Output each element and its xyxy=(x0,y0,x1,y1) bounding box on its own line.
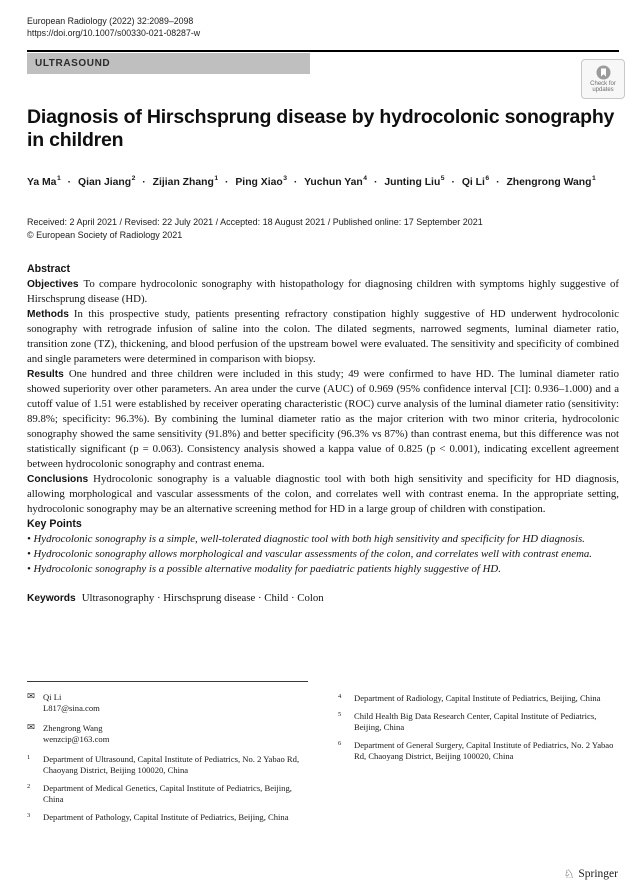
crossmark-bookmark-icon xyxy=(596,65,611,80)
doi-link[interactable]: https://doi.org/10.1007/s00330-021-08287-w xyxy=(27,28,201,38)
affiliation-text: Child Health Big Data Research Center, Capital Institute of Pediatrics, Beijing, China xyxy=(354,711,597,732)
corresponding-author xyxy=(27,723,308,745)
affiliation xyxy=(338,711,619,733)
corresponding-author-name: Zhengrong Wang xyxy=(43,723,103,733)
footnotes-left-column xyxy=(27,681,308,830)
abstract-heading: Abstract xyxy=(27,263,70,276)
corresponding-author-email[interactable]: L817@sina.com xyxy=(43,703,100,713)
header-rule xyxy=(27,50,619,52)
author: Yuchun Yan$^4$ xyxy=(304,175,368,189)
key-points-heading: Key Points xyxy=(27,518,82,531)
corresponding-author-name: Qi Li xyxy=(43,692,62,702)
author: Ya Ma$^1$ xyxy=(27,175,61,189)
author: Ping Xiao$^3$ xyxy=(235,175,287,189)
corresponding-author xyxy=(27,692,308,714)
abstract-conclusions xyxy=(27,472,619,517)
affiliation xyxy=(27,783,308,805)
keywords-row xyxy=(27,592,619,604)
keywords-label: Keywords xyxy=(27,593,76,605)
author-separator: · xyxy=(496,177,500,189)
abstract-results-text: One hundred and three children were included in this study; 49 were confirmed to have HD. The luminal diameter ratio showed superiority over other parameters. An area under the curve (AUC) of 0.969 (95% confidence interval [CI]: 0.936–1.000) and a cutoff value of 1.51 were established by receiver operating characteristic (ROC) curve analysis of the luminal diameter ratio (sensitivity: 89.8%; specificity: 96.3%). By combining the luminal diameter ratio as the major criterion with two minor criteria, hydrocolonic sonography showed the same sensitivity (91.8%) and better specificity (96.3% vs 87%) than contrast enema, but this difference was not statistically significant (p = 0.063). Consistency analysis showed a kappa value of 0.825 (p < 0.001), indicating excellent agreement between hydrocolonic sonography and contrast enema. xyxy=(27,368,619,471)
author: Qi Li$^6$ xyxy=(461,175,490,189)
abstract-conclusions-label: Conclusions xyxy=(27,474,89,486)
received-dates-line: Received: 2 April 2021 / Revised: 22 July 2021 / Accepted: 18 August 2021 / Published online: 17 September 2021 xyxy=(27,217,483,228)
abstract xyxy=(27,262,619,577)
affiliation xyxy=(338,693,619,704)
abstract-conclusions-text: Hydrocolonic sonography is a valuable diagnostic tool with both high sensitivity and specificity for HD diagnosis, allowing morphological and vascular assessments of the colon, and correlates well with contrast enema. In the appropriate setting, hydrocolonic sonography may be an alternative screening method for HD in a large group of children with constipation. xyxy=(27,473,619,516)
affiliation-text: Department of Radiology, Capital Institute of Pediatrics, Beijing, China xyxy=(354,693,601,703)
affiliation-marker: 1 xyxy=(592,175,596,182)
publisher-name: Springer xyxy=(578,868,618,880)
journal-citation: European Radiology (2022) 32:2089–2098 xyxy=(27,16,194,26)
affiliation-marker: 1 xyxy=(214,175,219,182)
footnotes xyxy=(27,681,619,830)
key-point: • Hydrocolonic sonography is a simple, well-tolerated diagnostic tool with both high sensitivity and specificity for HD diagnosis. xyxy=(27,533,585,546)
abstract-results-label: Results xyxy=(27,369,64,381)
affiliation-text: Department of Ultrasound, Capital Institute of Pediatrics, No. 2 Yabao Rd, Chaoyang District, Beijing 100020, China xyxy=(43,754,300,775)
affiliation-marker: 4 xyxy=(363,175,368,182)
affiliation-text: Department of Pathology, Capital Institute of Pediatrics, Beijing, China xyxy=(43,812,289,822)
author: Zhengrong Wang$^1$ xyxy=(506,175,596,189)
author-separator: · xyxy=(67,177,72,189)
abstract-methods-label: Methods xyxy=(27,309,69,321)
springer-logo-icon: ♘ xyxy=(563,867,575,881)
affiliation-marker: 5 xyxy=(440,175,445,182)
affiliation-text: Department of Medical Genetics, Capital Institute of Pediatrics, Beijing, China xyxy=(43,783,292,804)
section-banner-row xyxy=(27,53,619,74)
corresponding-author-email[interactable]: wenzcip@163.com xyxy=(43,734,110,744)
affiliation-number: 2 xyxy=(27,783,31,790)
footnotes-right-column xyxy=(338,681,619,830)
affiliation-marker: 3 xyxy=(283,175,287,182)
affiliation-marker: 1 xyxy=(56,175,61,182)
abstract-results xyxy=(27,367,619,472)
author-separator: · xyxy=(225,177,229,189)
affiliation xyxy=(27,812,308,823)
affiliation xyxy=(27,754,308,776)
check-updates-label-line1: Check for xyxy=(590,80,616,87)
envelope-icon: ✉ xyxy=(27,723,35,733)
publisher-mark xyxy=(564,868,618,880)
abstract-methods xyxy=(27,307,619,367)
abstract-objectives xyxy=(27,277,619,307)
affiliation-number: 6 xyxy=(338,740,342,747)
author: Qian Jiang$^2$ xyxy=(78,175,136,189)
article-title-line1: Diagnosis of Hirschsprung disease by hydrocolonic sonography xyxy=(27,106,615,128)
affiliation-marker: 6 xyxy=(485,175,490,182)
author: Zijian Zhang$^1$ xyxy=(152,175,219,189)
affiliation-number: 1 xyxy=(27,754,31,761)
page-header xyxy=(27,0,619,74)
article-title-line2: in children xyxy=(27,129,124,151)
check-for-updates-button[interactable] xyxy=(581,59,625,99)
key-point: • Hydrocolonic sonography is a possible alternative modality for paediatric patients highly suggestive of HD. xyxy=(27,563,501,576)
author-list xyxy=(27,173,619,190)
key-point: • Hydrocolonic sonography allows morphological and vascular assessments of the colon, and correlates well with contrast enema. xyxy=(27,548,592,561)
affiliation-text: Department of General Surgery, Capital Institute of Pediatrics, No. 2 Yabao Rd, Chaoyang District, Beijing 100020, China xyxy=(354,740,614,761)
author-separator: · xyxy=(142,177,146,189)
author-separator: · xyxy=(373,177,378,189)
keywords-text: Ultrasonography · Hirschsprung disease · Child · Colon xyxy=(81,592,324,605)
author-separator: · xyxy=(451,177,455,189)
article-title xyxy=(27,106,619,152)
check-updates-label-line2: updates xyxy=(592,87,614,93)
abstract-methods-text: In this prospective study, patients presenting refractory constipation highly suggestive of HD underwent hydrocolonic sonography with retrograde infusion of saline into the colon. The dilated segments, narrowed segments, luminal diameter ratio, transition zone (TZ), thickening, and blood perfusion of the upstream bowel were evaluated. The sensitivity and specificity of combined and single parameters were determined in comparison with biopsy. xyxy=(27,308,619,366)
abstract-objectives-label: Objectives xyxy=(27,279,79,291)
affiliation-number: 5 xyxy=(338,711,342,718)
author: Junting Liu$^5$ xyxy=(384,175,445,189)
section-banner: ULTRASOUND xyxy=(27,53,310,74)
affiliation-marker: 2 xyxy=(131,175,136,182)
affiliation xyxy=(338,740,619,762)
author-separator: · xyxy=(293,177,298,189)
copyright-line: © European Society of Radiology 2021 xyxy=(27,230,183,241)
abstract-objectives-text: To compare hydrocolonic sonography with histopathology for diagnosing children with symptoms highly suggestive of Hirschsprung disease (HD). xyxy=(27,278,619,306)
affiliation-number: 3 xyxy=(27,812,31,819)
envelope-icon: ✉ xyxy=(27,692,35,702)
affiliation-number: 4 xyxy=(338,693,342,700)
